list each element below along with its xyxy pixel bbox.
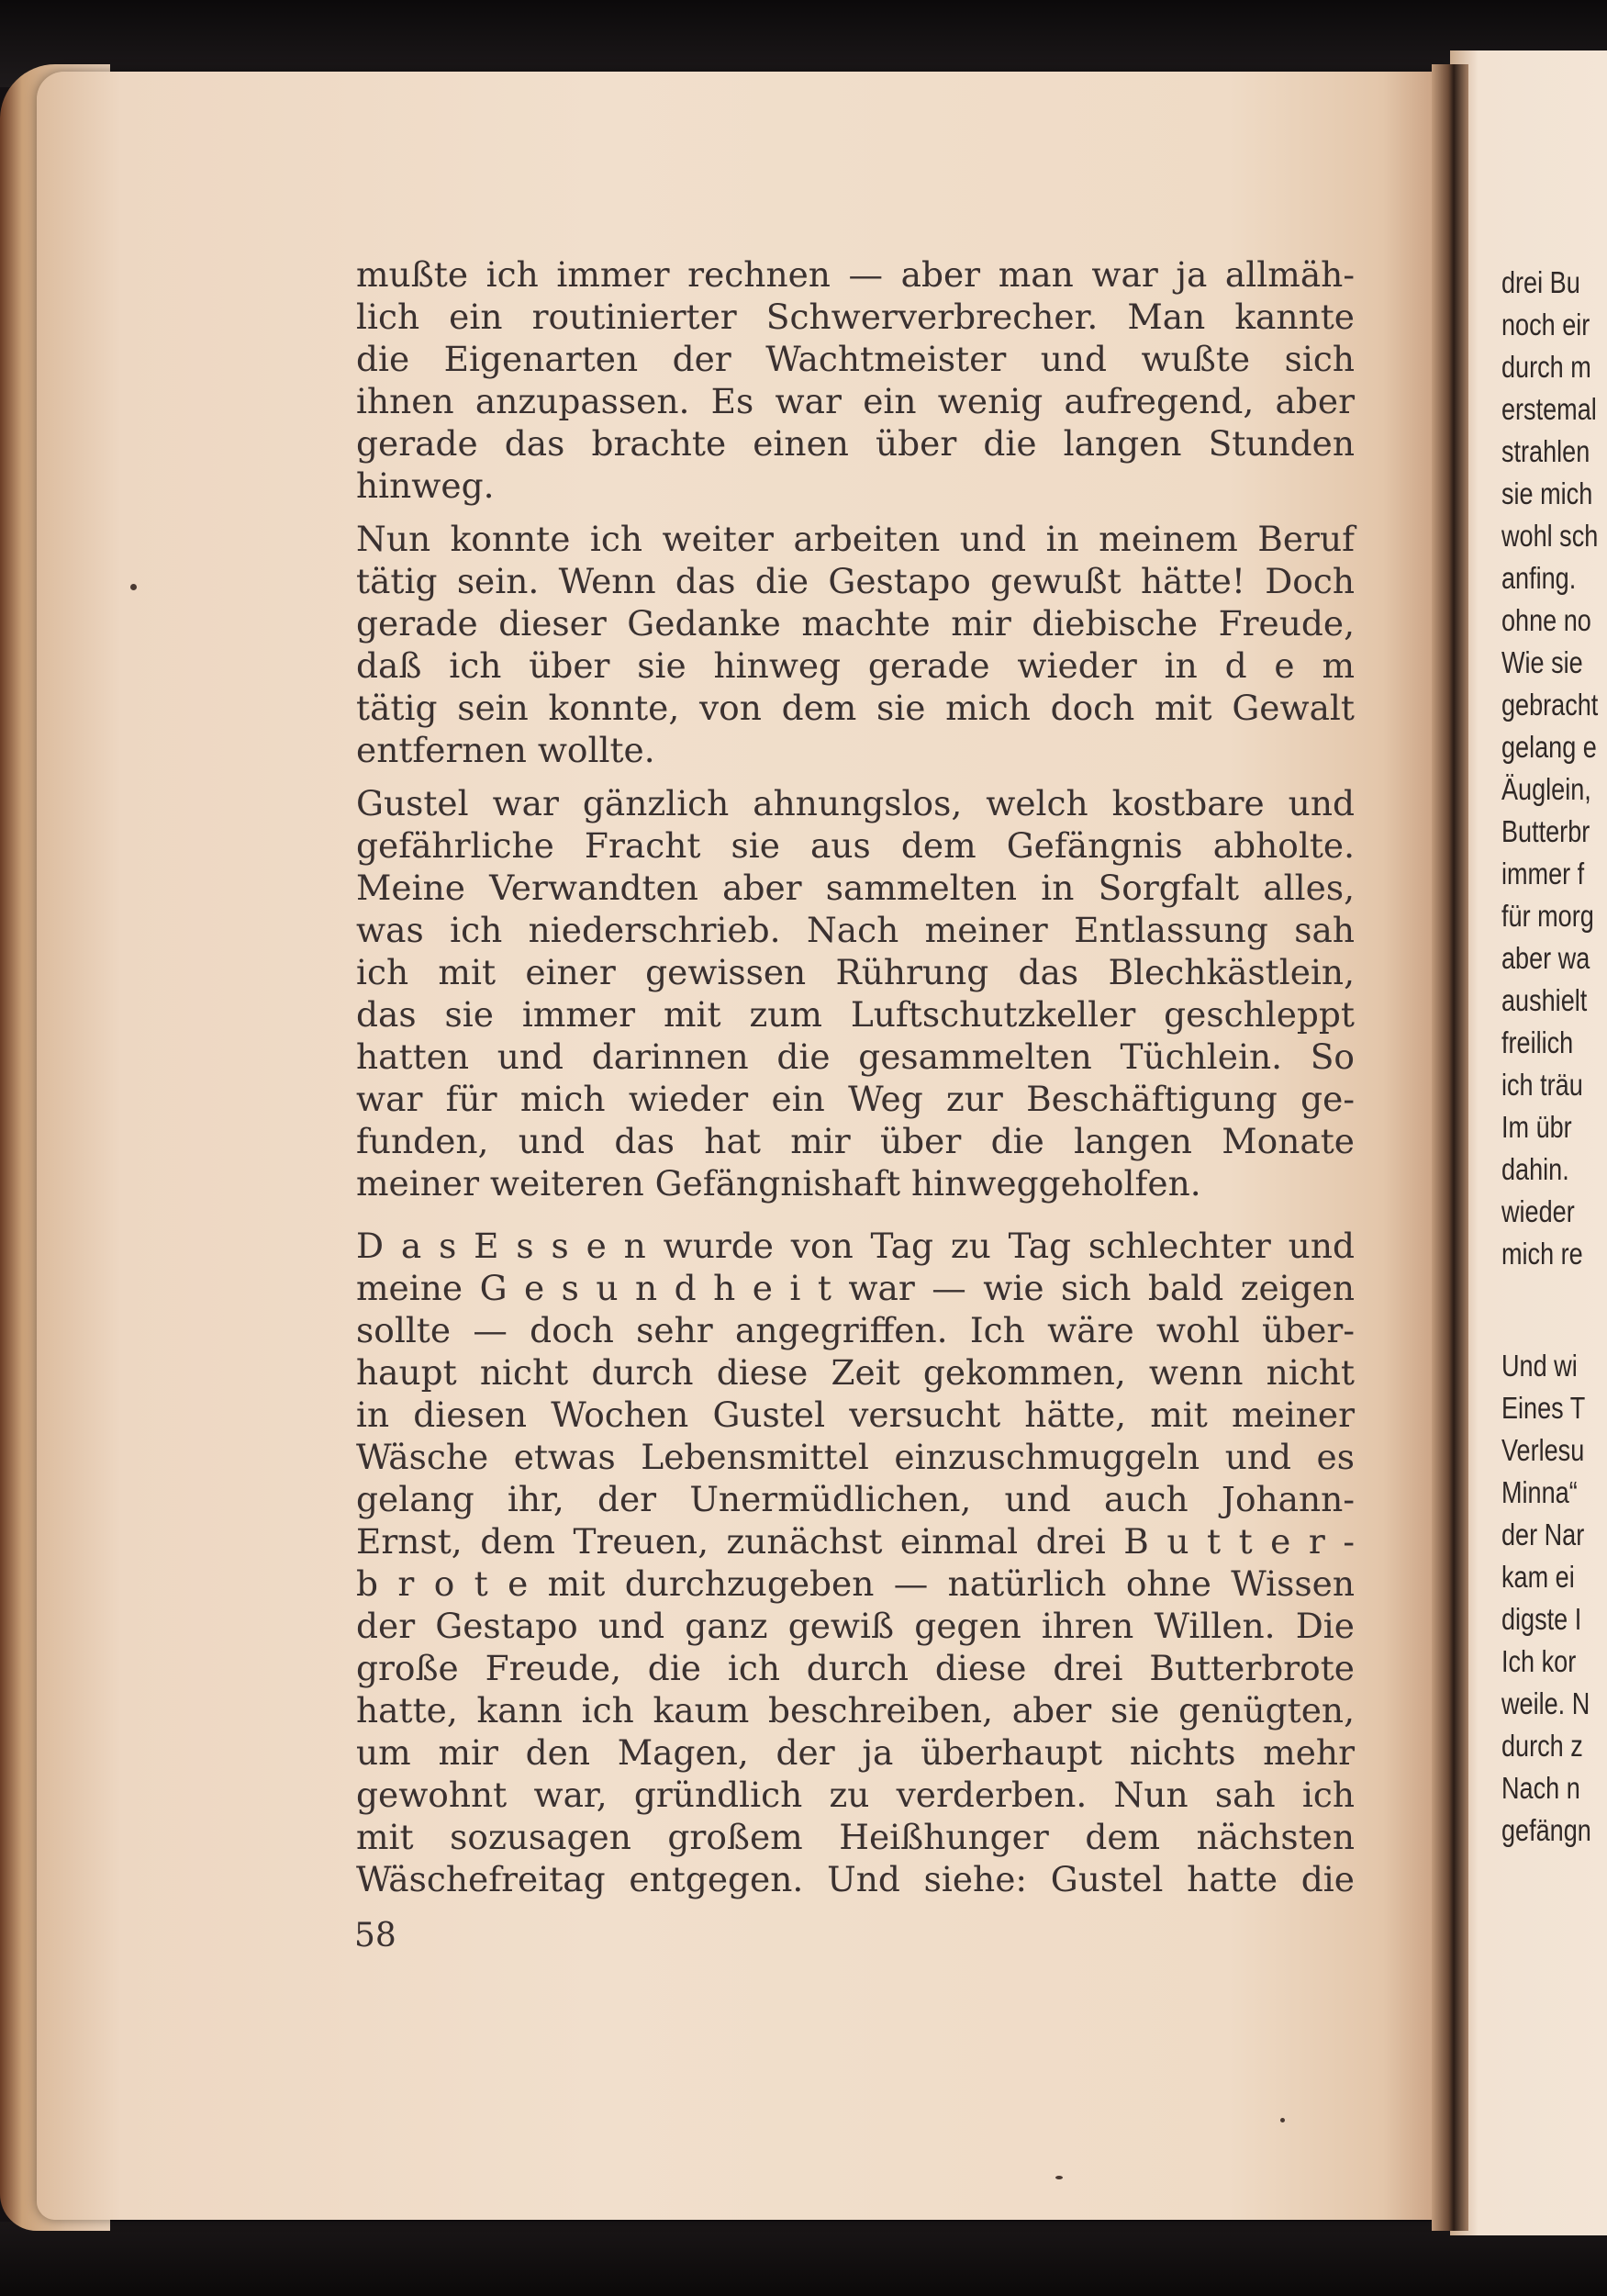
paragraph-1	[356, 253, 1355, 507]
text-line: aber wa	[1501, 941, 1590, 975]
text-line: ohne no	[1501, 603, 1591, 637]
text-line: gefängn	[1501, 1813, 1591, 1847]
ink-speck	[1280, 2118, 1285, 2122]
text-line: Äuglein,	[1501, 772, 1591, 806]
text-line: Minna“	[1501, 1475, 1578, 1509]
text-line: in diesen Wochen Gustel versucht hätte, mit meiner	[356, 1394, 1355, 1435]
right-page-text	[1501, 262, 1607, 1852]
text-line: drei Bu	[1501, 265, 1580, 299]
text-line: Wäsche etwas Lebensmittel einzuschmuggeln und es	[356, 1437, 1355, 1477]
text-line: Meine Verwandten aber sammelten in Sorgfalt alles,	[356, 868, 1355, 908]
text-line: gewohnt war, gründlich zu verderben. Nun sah ich	[356, 1775, 1355, 1815]
text-line: daß ich über sie hinweg gerade wieder in d e m	[356, 645, 1355, 686]
text-line: Ich kor	[1501, 1644, 1577, 1678]
text-line: haupt nicht durch diese Zeit gekommen, wenn nicht	[356, 1352, 1355, 1393]
text-line: durch m	[1501, 350, 1591, 384]
text-line: weile. N	[1501, 1686, 1590, 1720]
text-line: war für mich wieder ein Weg zur Beschäftigung ge-	[356, 1079, 1355, 1119]
text-line: Im übr	[1501, 1110, 1572, 1144]
text-line: mit sozusagen großem Heißhunger dem nächsten	[356, 1817, 1355, 1857]
paragraph-4	[356, 1225, 1355, 1900]
text-line: gerade dieser Gedanke machte mir diebische Freude,	[356, 603, 1355, 644]
text-line: tätig sein. Wenn das die Gestapo gewußt hätte! Doch	[356, 561, 1355, 601]
text-line: gelang e	[1501, 730, 1597, 764]
text-line: strahlen	[1501, 434, 1590, 468]
left-page-text	[356, 253, 1355, 1911]
text-line: erstemal	[1501, 392, 1597, 426]
text-line: gefährliche Fracht sie aus dem Gefängnis abholte.	[356, 825, 1355, 866]
section-break	[1501, 1275, 1607, 1345]
text-line: große Freude, die ich durch diese drei Butterbrote	[356, 1648, 1355, 1688]
text-line: b r o t e mit durchzugeben — natürlich ohne Wissen	[356, 1563, 1355, 1604]
text-line: digste I	[1501, 1602, 1582, 1636]
text-line: ich mit einer gewissen Rührung das Blechkästlein,	[356, 952, 1355, 992]
text-line: Und wi	[1501, 1349, 1578, 1383]
text-line: hatten und darinnen die gesammelten Tüchlein. So	[356, 1036, 1355, 1077]
paragraph-3	[356, 782, 1355, 1204]
text-line: Ernst, dem Treuen, zunächst einmal drei B u t t e r -	[356, 1521, 1355, 1562]
text-line: der Nar	[1501, 1518, 1585, 1551]
text-line: was ich niederschrieb. Nach meiner Entlassung sah	[356, 910, 1355, 950]
text-line: gebracht	[1501, 688, 1599, 722]
text-line: D a s E s s e n wurde von Tag zu Tag schlechter und	[356, 1226, 1355, 1266]
text-line: dahin.	[1501, 1152, 1569, 1186]
text-line: hatte, kann ich kaum beschreiben, aber sie genügten,	[356, 1690, 1355, 1730]
text-line: funden, und das hat mir über die langen Monate	[356, 1121, 1355, 1161]
ink-speck	[130, 584, 137, 590]
text-line: wohl sch	[1501, 519, 1599, 553]
text-line: hinweg.	[356, 465, 495, 506]
text-line: entfernen wollte.	[356, 730, 655, 770]
text-line: ich träu	[1501, 1068, 1583, 1102]
text-line: immer f	[1501, 857, 1585, 890]
text-line: Butterbr	[1501, 814, 1590, 848]
text-line: sie mich	[1501, 476, 1593, 510]
text-line: Wäschefreitag entgegen. Und siehe: Gustel hatte die	[356, 1859, 1355, 1899]
text-line: wieder	[1501, 1194, 1575, 1228]
text-line: durch z	[1501, 1729, 1583, 1763]
text-line: freilich	[1501, 1025, 1574, 1059]
text-line: noch eir	[1501, 308, 1590, 342]
text-line: der Gestapo und ganz gewiß gegen ihren Willen. Die	[356, 1606, 1355, 1646]
ink-speck	[1055, 2176, 1063, 2179]
text-line: sollte — doch sehr angegriffen. Ich wäre wohl über-	[356, 1310, 1355, 1350]
text-line: Nach n	[1501, 1771, 1580, 1805]
book-gutter	[1432, 64, 1468, 2231]
text-line: lich ein routinierter Schwerverbrecher. Man kannte	[356, 297, 1355, 337]
page-number: 58	[354, 1917, 396, 1954]
text-line: Nun konnte ich weiter arbeiten und in meinem Beruf	[356, 519, 1355, 559]
paragraph-2	[356, 518, 1355, 771]
text-line: anfing.	[1501, 561, 1577, 595]
text-line: Eines T	[1501, 1391, 1586, 1425]
text-line: meine G e s u n d h e i t war — wie sich bald zeigen	[356, 1268, 1355, 1308]
text-line: tätig sein konnte, von dem sie mich doch mit Gewalt	[356, 688, 1355, 728]
text-line: meiner weiteren Gefängnishaft hinweggeholfen.	[356, 1163, 1201, 1204]
text-line: mußte ich immer rechnen — aber man war ja allmäh-	[356, 254, 1355, 295]
text-line: das sie immer mit zum Luftschutzkeller geschleppt	[356, 994, 1355, 1035]
text-line: gerade das brachte einen über die langen Stunden	[356, 423, 1355, 464]
text-line: die Eigenarten der Wachtmeister und wußte sich	[356, 339, 1355, 379]
text-line: um mir den Magen, der ja überhaupt nichts mehr	[356, 1732, 1355, 1773]
text-line: Wie sie	[1501, 645, 1583, 679]
text-line: gelang ihr, der Unermüdlichen, und auch Johann-	[356, 1479, 1355, 1519]
text-line: ihnen anzupassen. Es war ein wenig aufregend, aber	[356, 381, 1355, 421]
text-line: Gustel war gänzlich ahnungslos, welch kostbare und	[356, 783, 1355, 823]
text-line: kam ei	[1501, 1560, 1575, 1594]
backdrop-bottom	[0, 2222, 1607, 2296]
text-line: Verlesu	[1501, 1433, 1585, 1467]
text-line: mich re	[1501, 1237, 1583, 1271]
text-line: aushielt	[1501, 983, 1588, 1017]
text-line: für morg	[1501, 899, 1594, 933]
